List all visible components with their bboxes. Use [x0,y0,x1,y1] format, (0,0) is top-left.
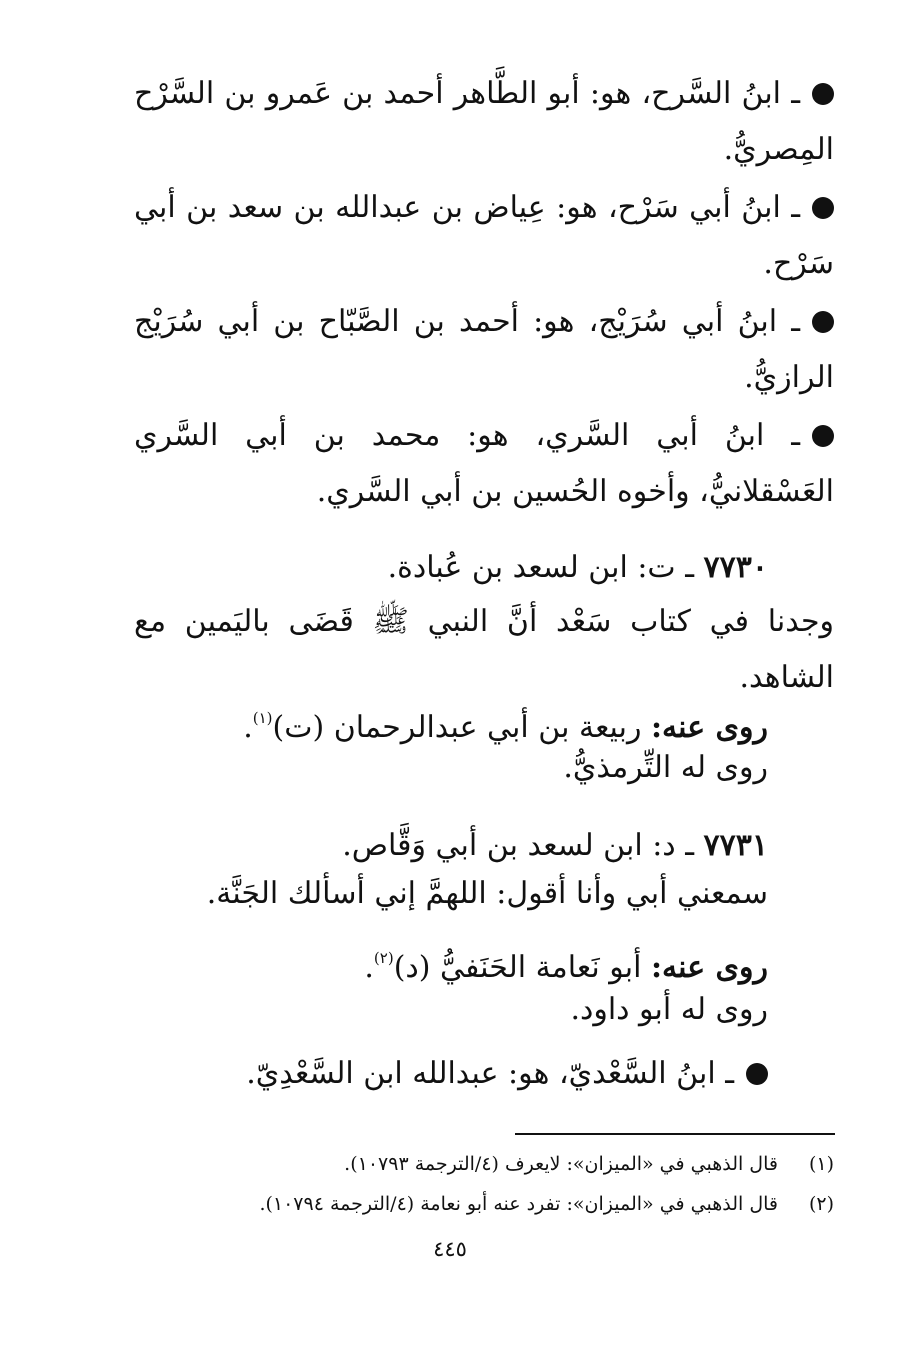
entry-ibn-al-sadi: ـ ابنُ السَّعْديّ، هو: عبدالله ابن السَّعْدِيّ. [138,1046,768,1102]
page-number: ٤٤٥ [433,1237,467,1261]
entry-7730-body: وجدنا في كتاب سَعْد أنَّ النبي ﷺ قَضَى باليَمين مع الشاهد. [134,604,834,695]
bullet-icon [812,83,834,105]
footnote-1: (١)قال الذهبي في «الميزان»: لايعرف (٤/الترجمة ١٠٧٩٣). [344,1153,834,1175]
footnote-divider [515,1133,835,1135]
footnote-2: (٢)قال الذهبي في «الميزان»: تفرد عنه أبو نعامة (٤/الترجمة ١٠٧٩٤). [259,1193,834,1215]
entry-number: ٧٧٣١ [703,828,768,863]
entry-7730-narrated-by: روى له التِّرمذيُّ. [563,750,768,785]
bullet-icon [812,311,834,333]
entry-ibn-al-sarh: ـ ابنُ السَّرح، هو: أبو الطَّاهر أحمد بن عَمرو بن السَّرْح المِصريُّ. [134,76,834,167]
entry-7731-narrated-by: روى له أبو داود. [570,992,768,1027]
footnote-ref: (٢) [373,949,394,967]
entry-7731-body: سمعني أبي وأنا أقول: اللهمَّ إني أسألك الجَنَّة. [206,876,768,911]
entry-7730-heading: ٧٧٣٠ ـ ت: ابن لسعد بن عُبادة. [387,550,768,585]
entry-7730-narrators: روى عنه: ربيعة بن أبي عبدالرحمان (ت)$^{(١)}$. [243,709,768,745]
entry-ibn-abi-suraij: ـ ابنُ أبي سُرَيْج، هو: أحمد بن الصَّبّاح بن أبي سُرَيْج الرازيُّ. [134,304,834,395]
entry-ibn-abi-sarh: ـ ابنُ أبي سَرْح، هو: عِياض بن عبدالله بن سعد بن أبي سَرْح. [134,190,834,281]
footnote-ref: (١) [252,709,273,727]
entry-7731-narrators: روى عنه: أبو نَعامة الحَنَفيُّ (د)$^{(٢)}$. [364,949,768,985]
bullet-icon [812,197,834,219]
entry-number: ٧٧٣٠ [703,550,768,585]
entry-ibn-abi-al-sari: ـ ابنُ أبي السَّري، هو: محمد بن أبي السَّري العَسْقلانيُّ، وأخوه الحُسين بن أبي السَّري. [134,418,834,509]
bullet-icon [746,1063,768,1085]
entry-7731-heading: ٧٧٣١ ـ د: ابن لسعد بن أبي وَقَّاص. [342,828,768,863]
bullet-icon [812,425,834,447]
